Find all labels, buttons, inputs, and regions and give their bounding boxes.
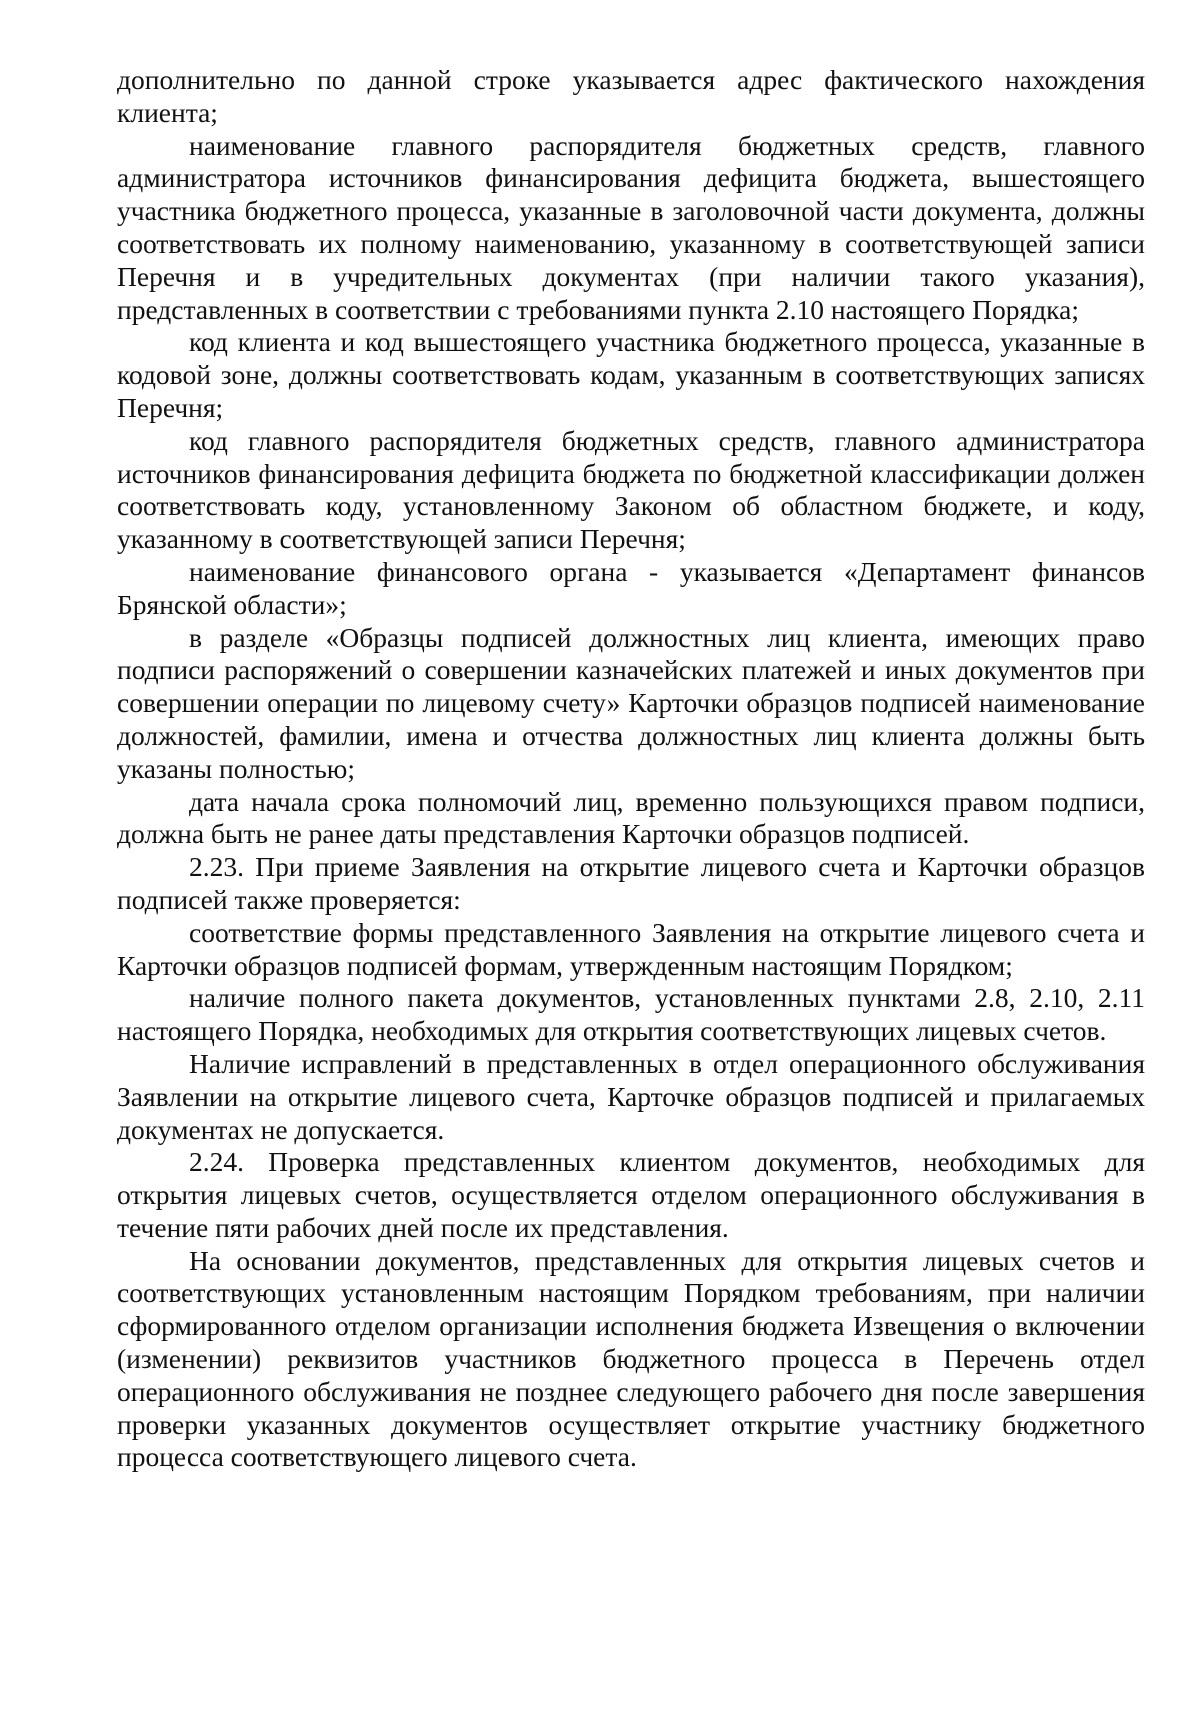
paragraph-6: в разделе «Образцы подписей должностных лиц клиента, имеющих право подписи распоряжений о совершении казначейских платежей и иных документов при совершении операции по лицевому счету» Карточки образцов подписей наименование должностей, фамилии, имена и отчества должностных лиц клиента должны быть указаны полностью; (117, 621, 1145, 784)
paragraph-3: код клиента и код вышестоящего участника бюджетного процесса, указанные в кодовой зоне, должны соответствовать кодам, указанным в соответствующих записях Перечня; (117, 326, 1145, 423)
paragraph-1: дополнительно по данной строке указывается адрес фактического нахождения клиента; (117, 64, 1145, 128)
paragraph-4: код главного распорядителя бюджетных средств, главного администратора источников финансирования дефицита бюджета по бюджетной классификации должен соответствовать коду, установленному Законом об областном бюджете, и коду, указанному в соответствующей записи Перечня; (117, 424, 1145, 555)
paragraph-2: наименование главного распорядителя бюджетных средств, главного администратора источников финансирования дефицита бюджета, вышестоящего участника бюджетного процесса, указанные в заголовочной части документа, должны соответствовать их полному наименованию, указанному в соответствующей записи Перечня и в учредительных документах (при наличии такого указания), представленных в соответствии с требованиями пункта 2.10 настоящего Порядка; (117, 129, 1145, 325)
paragraph-5: наименование финансового органа - указывается «Департамент финансов Брянской области»; (117, 555, 1145, 620)
paragraph-8: 2.23. При приеме Заявления на открытие лицевого счета и Карточки образцов подписей также проверяется: (117, 851, 1145, 915)
paragraph-13: На основании документов, представленных для открытия лицевых счетов и соответствующих установленным настоящим Порядком требованиям, при наличии сформированного отделом организации исполнения бюджета Извещения о включении (изменении) реквизитов участников бюджетного процесса в Перечень отдел операционного обслуживания не позднее следующего рабочего дня после завершения проверки указанных документов осуществляет открытие участнику бюджетного процесса соответствующего лицевого счета. (117, 1244, 1145, 1473)
paragraph-10: наличие полного пакета документов, установленных пунктами 2.8, 2.10, 2.11 настоящего Порядка, необходимых для открытия соответствующих лицевых счетов. (117, 982, 1145, 1047)
paragraph-12: 2.24. Проверка представленных клиентом документов, необходимых для открытия лицевых счетов, осуществляется отделом операционного обслуживания в течение пяти рабочих дней после их представления. (117, 1146, 1145, 1243)
paragraph-9: соответствие формы представленного Заявления на открытие лицевого счета и Карточки образцов подписей формам, утвержденным настоящим Порядком; (117, 916, 1145, 981)
paragraph-11: Наличие исправлений в представленных в отдел операционного обслуживания Заявлении на открытие лицевого счета, Карточке образцов подписей и прилагаемых документах не допускается. (117, 1047, 1145, 1145)
document-page (117, 64, 1145, 1474)
paragraph-7: дата начала срока полномочий лиц, временно пользующихся правом подписи, должна быть не ранее даты представления Карточки образцов подписей. (117, 785, 1145, 850)
